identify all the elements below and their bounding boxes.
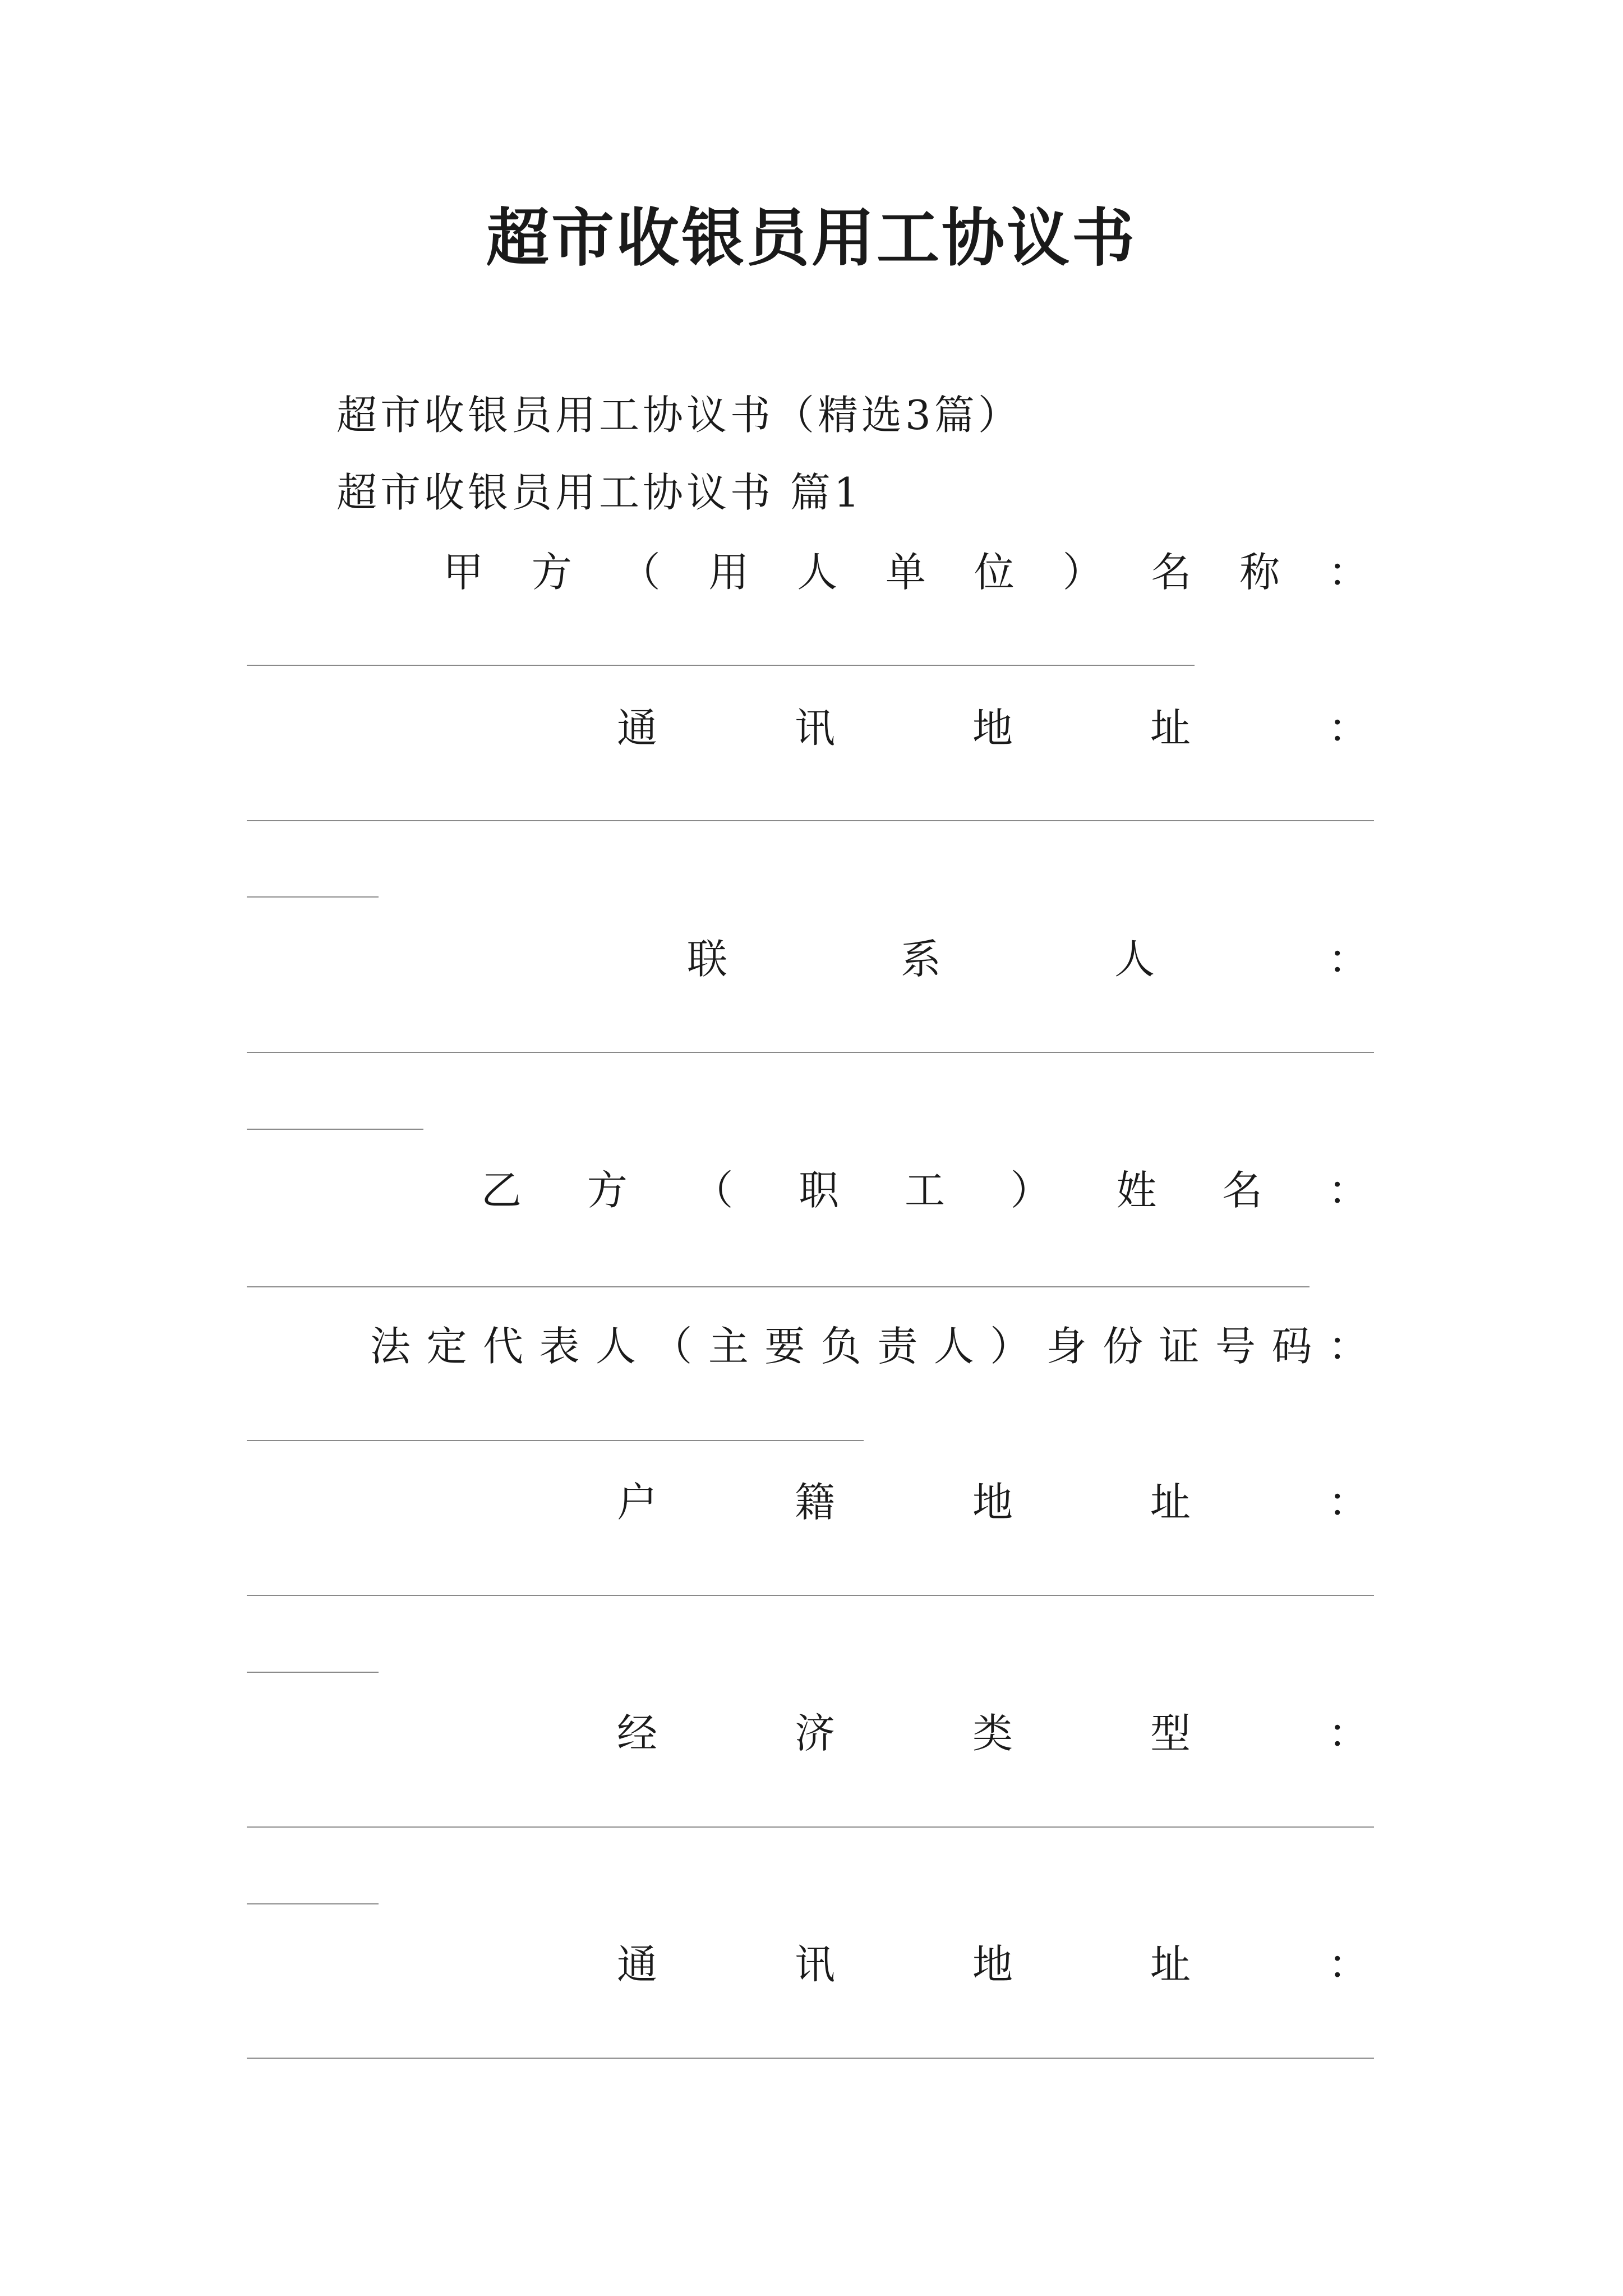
field-char: ） [1010, 1167, 1051, 1214]
field-char: 类 [972, 1710, 1013, 1757]
field-char: 负 [820, 1323, 861, 1370]
fill-in-line [247, 820, 1374, 821]
field-char: 表 [539, 1323, 580, 1370]
field-char: 甲 [443, 549, 484, 596]
field-char: 份 [1103, 1323, 1144, 1370]
field-char: 号 [1215, 1323, 1256, 1370]
field-char: 证 [1159, 1323, 1200, 1370]
field-char: ： [1327, 1479, 1368, 1526]
field-char: 讯 [794, 1941, 835, 1988]
field-char: 址 [1150, 705, 1191, 752]
fill-in-line [247, 1595, 1374, 1596]
field-char: 经 [617, 1710, 658, 1757]
intro-line: 超市收银员用工协议书（精选3篇） [336, 392, 1022, 439]
field-char: ： [1327, 1167, 1368, 1214]
field-address [617, 700, 1368, 756]
document-title: 超市收银员用工协议书 [486, 201, 1137, 275]
field-char: 地 [972, 705, 1013, 752]
field-char: 人 [595, 1323, 636, 1370]
field-char: 称 [1239, 549, 1280, 596]
field-char: ） [990, 1323, 1031, 1370]
field-char: 身 [1046, 1323, 1087, 1370]
field-char: 码 [1271, 1323, 1312, 1370]
field-char: ： [1327, 936, 1368, 983]
field-char: 籍 [794, 1479, 835, 1526]
field-char: （ [693, 1167, 734, 1214]
field-address-2 [617, 1936, 1368, 1993]
section-heading: 超市收银员用工协议书 篇1 [336, 469, 863, 516]
field-char: 系 [900, 936, 941, 983]
field-party-a-name [443, 544, 1368, 600]
field-char: 人 [797, 549, 838, 596]
field-char: ： [1327, 1941, 1368, 1988]
field-char: 讯 [794, 705, 835, 752]
field-household-address [617, 1474, 1368, 1530]
field-char: 工 [904, 1167, 945, 1214]
fill-in-line [247, 1903, 379, 1904]
field-char: 名 [1222, 1167, 1263, 1214]
field-char: 用 [708, 549, 749, 596]
field-char: 法 [370, 1323, 411, 1370]
field-char: 址 [1150, 1479, 1191, 1526]
field-char: 名 [1151, 549, 1192, 596]
field-char: 户 [617, 1479, 658, 1526]
field-char: ： [1327, 1323, 1368, 1370]
field-char: 姓 [1116, 1167, 1157, 1214]
fill-in-line [247, 1826, 1374, 1828]
field-char: （ [652, 1323, 693, 1370]
field-char: 要 [764, 1323, 805, 1370]
field-char: 职 [799, 1167, 840, 1214]
field-char: 通 [617, 1941, 658, 1988]
field-char: 位 [974, 549, 1015, 596]
field-char: 联 [687, 936, 728, 983]
field-char: 地 [972, 1941, 1013, 1988]
field-char: 型 [1150, 1710, 1191, 1757]
field-contact [687, 931, 1368, 987]
fill-in-line [247, 1440, 864, 1441]
field-char: （ [620, 549, 661, 596]
field-char: 方 [531, 549, 572, 596]
field-party-b-name [481, 1162, 1368, 1218]
fill-in-line [247, 1052, 1374, 1053]
field-char: 济 [794, 1710, 835, 1757]
field-char: 人 [1114, 936, 1155, 983]
field-char: 单 [885, 549, 926, 596]
field-char: 人 [933, 1323, 974, 1370]
fill-in-line [247, 896, 379, 898]
field-char: 定 [426, 1323, 467, 1370]
field-economic-type [617, 1705, 1368, 1761]
field-char: 责 [877, 1323, 918, 1370]
fill-in-line [247, 1129, 423, 1130]
field-char: ： [1327, 549, 1368, 596]
field-char: 主 [708, 1323, 749, 1370]
field-char: 乙 [481, 1167, 522, 1214]
fill-in-line [247, 1286, 1310, 1287]
field-char: 代 [482, 1323, 523, 1370]
field-char: ： [1327, 1710, 1368, 1757]
field-char: ） [1062, 549, 1103, 596]
fill-in-line [247, 2058, 1374, 2059]
field-legal-representative-id [370, 1318, 1368, 1374]
fill-in-line [247, 1672, 379, 1673]
field-char: 方 [587, 1167, 628, 1214]
field-char: 地 [972, 1479, 1013, 1526]
fill-in-line [247, 665, 1195, 666]
field-char: ： [1327, 705, 1368, 752]
field-char: 通 [617, 705, 658, 752]
field-char: 址 [1150, 1941, 1191, 1988]
